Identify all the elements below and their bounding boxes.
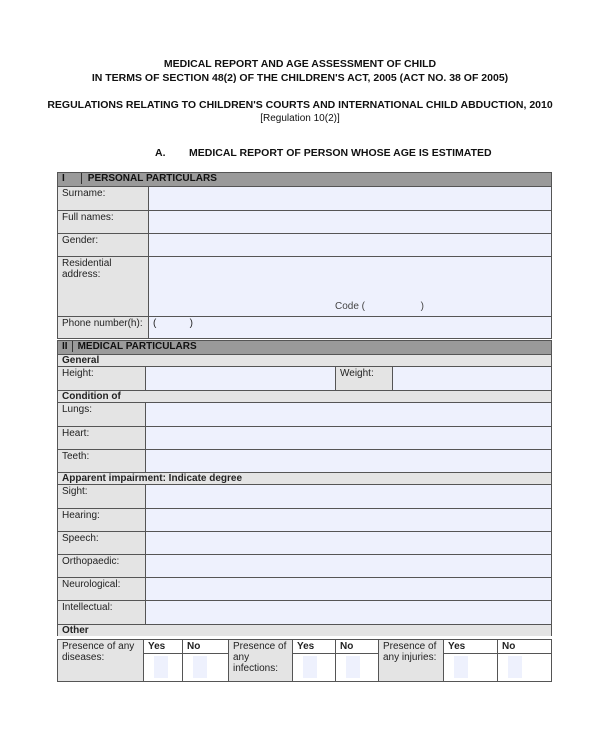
height-field[interactable]	[146, 367, 336, 391]
intellectual-label: Intellectual:	[58, 601, 146, 625]
address-field[interactable]	[149, 257, 552, 317]
phone-label: Phone number(h):	[58, 317, 149, 339]
hearing-label: Hearing:	[58, 509, 146, 532]
section-letter: A.	[155, 147, 166, 159]
injuries-no-checkbox[interactable]	[508, 656, 522, 678]
section-heading: MEDICAL PARTICULARS	[72, 341, 197, 352]
surname-label: Surname:	[58, 187, 149, 211]
injuries-yes-header: Yes	[444, 640, 498, 654]
section-number: I	[62, 173, 65, 184]
section-number: II	[62, 341, 68, 352]
lungs-label: Lungs:	[58, 403, 146, 427]
weight-label: Weight:	[336, 367, 393, 391]
title-line-3: REGULATIONS RELATING TO CHILDREN'S COURTS AND INTERNATIONAL CHILD ABDUCTION, 2010	[47, 99, 553, 111]
gender-field[interactable]	[149, 234, 552, 257]
orthopaedic-label: Orthopaedic:	[58, 555, 146, 578]
phone-field[interactable]	[149, 317, 552, 339]
phone-area-code[interactable]: ( )	[153, 318, 193, 329]
regulation-ref: [Regulation 10(2)]	[260, 113, 340, 124]
infections-yes-checkbox[interactable]	[303, 656, 317, 678]
gender-label: Gender:	[58, 234, 149, 257]
diseases-yes-checkbox[interactable]	[154, 656, 168, 678]
infections-no-header: No	[336, 640, 379, 654]
diseases-yes-header: Yes	[144, 640, 183, 654]
diseases-no-checkbox[interactable]	[193, 656, 207, 678]
title-line-1: MEDICAL REPORT AND AGE ASSESSMENT OF CHILD	[163, 58, 437, 70]
hearing-field[interactable]	[146, 509, 552, 532]
condition-subheading: Condition of	[58, 391, 552, 403]
sight-label: Sight:	[58, 485, 146, 509]
other-conditions-table	[57, 639, 552, 682]
title-line-2: IN TERMS OF SECTION 48(2) OF THE CHILDREN'S ACT, 2005 (ACT NO. 38 OF 2005)	[91, 72, 509, 84]
surname-field[interactable]	[149, 187, 552, 211]
address-label-line1: Residential	[62, 258, 112, 269]
sight-field[interactable]	[146, 485, 552, 509]
impairment-subheading: Apparent impairment: Indicate degree	[58, 473, 552, 485]
section-title: MEDICAL REPORT OF PERSON WHOSE AGE IS ESTIMATED	[189, 147, 492, 159]
address-label	[58, 257, 149, 317]
height-label: Height:	[58, 367, 146, 391]
general-subheading: General	[58, 355, 552, 367]
full-names-label: Full names:	[58, 211, 149, 234]
heart-label: Heart:	[58, 427, 146, 450]
heart-field[interactable]	[146, 427, 552, 450]
address-label-line2: address:	[62, 269, 101, 280]
teeth-label: Teeth:	[58, 450, 146, 473]
speech-field[interactable]	[146, 532, 552, 555]
intellectual-field[interactable]	[146, 601, 552, 625]
injuries-label: Presence of any injuries:	[379, 640, 444, 682]
neurological-field[interactable]	[146, 578, 552, 601]
teeth-field[interactable]	[146, 450, 552, 473]
medical-particulars-table	[57, 340, 552, 636]
speech-label: Speech:	[58, 532, 146, 555]
infections-yes-header: Yes	[293, 640, 336, 654]
lungs-field[interactable]	[146, 403, 552, 427]
diseases-no-header: No	[183, 640, 229, 654]
other-subheading: Other	[58, 625, 552, 637]
weight-field[interactable]	[393, 367, 552, 391]
infections-no-checkbox[interactable]	[346, 656, 360, 678]
diseases-label: Presence of any diseases:	[58, 640, 144, 682]
postal-code-field[interactable]: Code ( )	[335, 301, 424, 312]
section-heading: PERSONAL PARTICULARS	[81, 173, 217, 184]
neurological-label: Neurological:	[58, 578, 146, 601]
injuries-yes-checkbox[interactable]	[454, 656, 468, 678]
orthopaedic-field[interactable]	[146, 555, 552, 578]
personal-particulars-table	[57, 172, 552, 339]
section-header-personal	[58, 173, 552, 187]
injuries-no-header: No	[498, 640, 552, 654]
infections-label: Presence of any infections:	[229, 640, 293, 682]
full-names-field[interactable]	[149, 211, 552, 234]
